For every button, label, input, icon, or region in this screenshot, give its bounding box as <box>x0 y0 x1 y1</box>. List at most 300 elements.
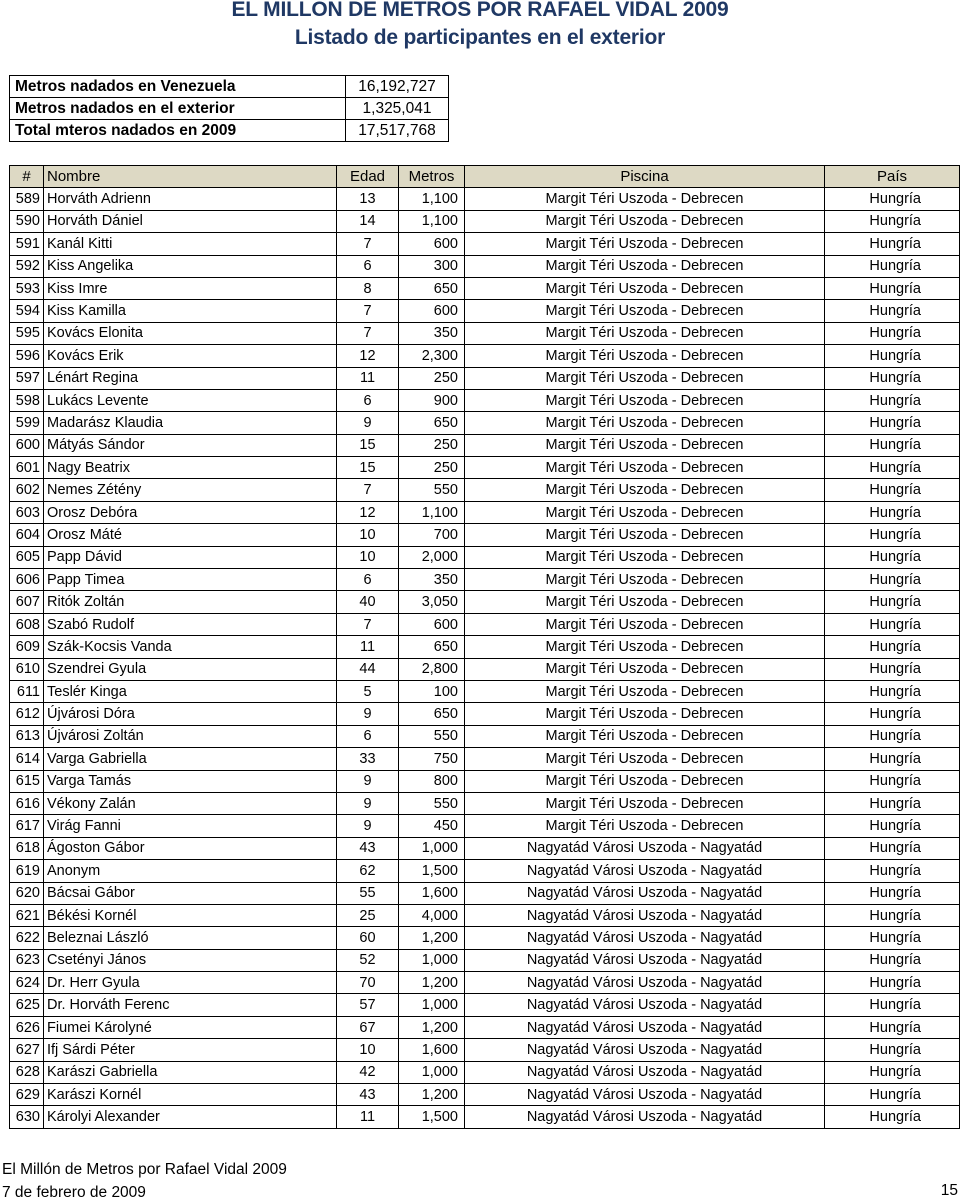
cell-number: 609 <box>10 636 44 658</box>
cell-number: 610 <box>10 658 44 680</box>
cell-number: 623 <box>10 949 44 971</box>
cell-meters: 650 <box>399 412 465 434</box>
cell-age: 15 <box>337 434 399 456</box>
cell-number: 615 <box>10 770 44 792</box>
table-row <box>10 815 960 837</box>
cell-name: Anonym <box>44 860 337 882</box>
table-row <box>10 860 960 882</box>
table-row <box>10 725 960 747</box>
summary-value: 1,325,041 <box>346 98 449 120</box>
cell-number: 590 <box>10 210 44 232</box>
cell-name: Csetényi János <box>44 949 337 971</box>
cell-name: Varga Tamás <box>44 770 337 792</box>
cell-country: Hungría <box>825 770 960 792</box>
cell-age: 43 <box>337 1084 399 1106</box>
cell-age: 33 <box>337 748 399 770</box>
cell-age: 11 <box>337 636 399 658</box>
cell-name: Orosz Máté <box>44 524 337 546</box>
cell-number: 624 <box>10 972 44 994</box>
cell-number: 608 <box>10 613 44 635</box>
cell-name: Dr. Horváth Ferenc <box>44 994 337 1016</box>
table-row <box>10 300 960 322</box>
cell-pool: Margit Téri Uszoda - Debrecen <box>465 569 825 591</box>
cell-number: 620 <box>10 882 44 904</box>
cell-pool: Margit Téri Uszoda - Debrecen <box>465 524 825 546</box>
cell-country: Hungría <box>825 434 960 456</box>
cell-number: 593 <box>10 277 44 299</box>
cell-number: 614 <box>10 748 44 770</box>
summary-value: 16,192,727 <box>346 76 449 98</box>
cell-country: Hungría <box>825 748 960 770</box>
table-row <box>10 367 960 389</box>
cell-pool: Margit Téri Uszoda - Debrecen <box>465 300 825 322</box>
cell-name: Szák-Kocsis Vanda <box>44 636 337 658</box>
cell-name: Fiumei Károlyné <box>44 1016 337 1038</box>
cell-pool: Nagyatád Városi Uszoda - Nagyatád <box>465 972 825 994</box>
cell-country: Hungría <box>825 367 960 389</box>
table-row <box>10 210 960 232</box>
cell-pool: Nagyatád Városi Uszoda - Nagyatád <box>465 1061 825 1083</box>
cell-number: 627 <box>10 1039 44 1061</box>
cell-age: 6 <box>337 255 399 277</box>
cell-country: Hungría <box>825 210 960 232</box>
cell-pool: Margit Téri Uszoda - Debrecen <box>465 277 825 299</box>
cell-meters: 600 <box>399 233 465 255</box>
cell-pool: Margit Téri Uszoda - Debrecen <box>465 188 825 210</box>
cell-meters: 250 <box>399 434 465 456</box>
cell-meters: 3,050 <box>399 591 465 613</box>
cell-meters: 1,100 <box>399 188 465 210</box>
footer-date: 7 de febrero de 2009 <box>2 1184 146 1201</box>
table-row <box>10 770 960 792</box>
cell-meters: 1,000 <box>399 949 465 971</box>
cell-number: 605 <box>10 546 44 568</box>
cell-meters: 350 <box>399 322 465 344</box>
cell-pool: Margit Téri Uszoda - Debrecen <box>465 210 825 232</box>
cell-number: 625 <box>10 994 44 1016</box>
table-row <box>10 994 960 1016</box>
cell-country: Hungría <box>825 949 960 971</box>
cell-number: 611 <box>10 680 44 702</box>
cell-meters: 300 <box>399 255 465 277</box>
cell-name: Teslér Kinga <box>44 680 337 702</box>
cell-name: Papp Timea <box>44 569 337 591</box>
summary-row <box>10 98 449 120</box>
cell-number: 613 <box>10 725 44 747</box>
column-header-number: # <box>10 166 44 188</box>
cell-name: Kiss Angelika <box>44 255 337 277</box>
cell-number: 596 <box>10 345 44 367</box>
footer-event-name: El Millón de Metros por Rafael Vidal 2009 <box>2 1161 287 1178</box>
cell-pool: Nagyatád Városi Uszoda - Nagyatád <box>465 837 825 859</box>
table-row <box>10 1084 960 1106</box>
cell-age: 55 <box>337 882 399 904</box>
cell-country: Hungría <box>825 322 960 344</box>
cell-name: Szabó Rudolf <box>44 613 337 635</box>
cell-number: 621 <box>10 904 44 926</box>
cell-age: 60 <box>337 927 399 949</box>
cell-number: 622 <box>10 927 44 949</box>
cell-country: Hungría <box>825 569 960 591</box>
table-row <box>10 1061 960 1083</box>
cell-age: 7 <box>337 300 399 322</box>
cell-meters: 900 <box>399 389 465 411</box>
cell-pool: Margit Téri Uszoda - Debrecen <box>465 233 825 255</box>
cell-country: Hungría <box>825 1039 960 1061</box>
cell-number: 616 <box>10 792 44 814</box>
cell-meters: 1,100 <box>399 501 465 523</box>
table-row <box>10 972 960 994</box>
cell-name: Kiss Imre <box>44 277 337 299</box>
cell-pool: Margit Téri Uszoda - Debrecen <box>465 457 825 479</box>
cell-meters: 1,000 <box>399 1061 465 1083</box>
cell-country: Hungría <box>825 479 960 501</box>
cell-country: Hungría <box>825 457 960 479</box>
cell-pool: Margit Téri Uszoda - Debrecen <box>465 770 825 792</box>
column-header-meters: Metros <box>399 166 465 188</box>
cell-pool: Margit Téri Uszoda - Debrecen <box>465 546 825 568</box>
table-row <box>10 949 960 971</box>
table-row <box>10 703 960 725</box>
cell-age: 11 <box>337 1106 399 1128</box>
cell-meters: 650 <box>399 277 465 299</box>
cell-number: 619 <box>10 860 44 882</box>
summary-value: 17,517,768 <box>346 120 449 142</box>
cell-name: Horváth Adrienn <box>44 188 337 210</box>
cell-number: 598 <box>10 389 44 411</box>
cell-country: Hungría <box>825 524 960 546</box>
table-row <box>10 680 960 702</box>
cell-name: Madarász Klaudia <box>44 412 337 434</box>
cell-age: 6 <box>337 725 399 747</box>
cell-name: Szendrei Gyula <box>44 658 337 680</box>
cell-age: 12 <box>337 345 399 367</box>
cell-pool: Margit Téri Uszoda - Debrecen <box>465 748 825 770</box>
cell-country: Hungría <box>825 1061 960 1083</box>
cell-number: 607 <box>10 591 44 613</box>
cell-meters: 650 <box>399 636 465 658</box>
cell-country: Hungría <box>825 904 960 926</box>
table-row <box>10 1039 960 1061</box>
cell-age: 5 <box>337 680 399 702</box>
table-row <box>10 613 960 635</box>
table-header-row <box>10 166 960 188</box>
cell-country: Hungría <box>825 815 960 837</box>
cell-country: Hungría <box>825 927 960 949</box>
cell-country: Hungría <box>825 1084 960 1106</box>
cell-name: Mátyás Sándor <box>44 434 337 456</box>
cell-meters: 1,000 <box>399 994 465 1016</box>
cell-country: Hungría <box>825 1016 960 1038</box>
cell-age: 7 <box>337 322 399 344</box>
table-row <box>10 904 960 926</box>
cell-country: Hungría <box>825 546 960 568</box>
cell-pool: Margit Téri Uszoda - Debrecen <box>465 479 825 501</box>
cell-age: 42 <box>337 1061 399 1083</box>
cell-meters: 1,200 <box>399 1016 465 1038</box>
cell-age: 52 <box>337 949 399 971</box>
cell-age: 43 <box>337 837 399 859</box>
cell-number: 599 <box>10 412 44 434</box>
cell-pool: Margit Téri Uszoda - Debrecen <box>465 613 825 635</box>
table-row <box>10 345 960 367</box>
table-row <box>10 1016 960 1038</box>
cell-country: Hungría <box>825 792 960 814</box>
cell-meters: 550 <box>399 725 465 747</box>
cell-number: 630 <box>10 1106 44 1128</box>
cell-number: 604 <box>10 524 44 546</box>
cell-name: Újvárosi Dóra <box>44 703 337 725</box>
page-subtitle: Listado de participantes en el exterior <box>294 26 666 49</box>
table-row <box>10 188 960 210</box>
cell-number: 594 <box>10 300 44 322</box>
table-row <box>10 322 960 344</box>
cell-name: Lénárt Regina <box>44 367 337 389</box>
cell-name: Dr. Herr Gyula <box>44 972 337 994</box>
cell-age: 9 <box>337 770 399 792</box>
cell-meters: 650 <box>399 703 465 725</box>
cell-name: Karászi Gabriella <box>44 1061 337 1083</box>
table-row <box>10 882 960 904</box>
cell-country: Hungría <box>825 389 960 411</box>
cell-country: Hungría <box>825 233 960 255</box>
table-row <box>10 748 960 770</box>
cell-name: Kovács Elonita <box>44 322 337 344</box>
cell-pool: Margit Téri Uszoda - Debrecen <box>465 815 825 837</box>
cell-number: 601 <box>10 457 44 479</box>
cell-age: 7 <box>337 233 399 255</box>
cell-pool: Margit Téri Uszoda - Debrecen <box>465 703 825 725</box>
cell-name: Beleznai László <box>44 927 337 949</box>
cell-name: Ágoston Gábor <box>44 837 337 859</box>
cell-name: Kovács Erik <box>44 345 337 367</box>
summary-table <box>9 75 449 142</box>
cell-number: 603 <box>10 501 44 523</box>
cell-number: 600 <box>10 434 44 456</box>
cell-age: 7 <box>337 479 399 501</box>
cell-age: 10 <box>337 546 399 568</box>
cell-pool: Margit Téri Uszoda - Debrecen <box>465 255 825 277</box>
cell-meters: 2,800 <box>399 658 465 680</box>
cell-pool: Margit Téri Uszoda - Debrecen <box>465 389 825 411</box>
cell-age: 12 <box>337 501 399 523</box>
cell-number: 597 <box>10 367 44 389</box>
cell-pool: Nagyatád Városi Uszoda - Nagyatád <box>465 1016 825 1038</box>
cell-age: 25 <box>337 904 399 926</box>
cell-number: 626 <box>10 1016 44 1038</box>
cell-number: 606 <box>10 569 44 591</box>
cell-number: 618 <box>10 837 44 859</box>
cell-number: 591 <box>10 233 44 255</box>
cell-pool: Nagyatád Városi Uszoda - Nagyatád <box>465 927 825 949</box>
cell-age: 13 <box>337 188 399 210</box>
cell-pool: Nagyatád Városi Uszoda - Nagyatád <box>465 1084 825 1106</box>
cell-pool: Nagyatád Városi Uszoda - Nagyatád <box>465 949 825 971</box>
cell-meters: 1,600 <box>399 1039 465 1061</box>
cell-age: 10 <box>337 524 399 546</box>
cell-country: Hungría <box>825 972 960 994</box>
cell-age: 6 <box>337 389 399 411</box>
cell-meters: 450 <box>399 815 465 837</box>
cell-pool: Margit Téri Uszoda - Debrecen <box>465 725 825 747</box>
table-row <box>10 636 960 658</box>
table-row <box>10 927 960 949</box>
cell-name: Varga Gabriella <box>44 748 337 770</box>
table-row <box>10 569 960 591</box>
table-row <box>10 255 960 277</box>
cell-country: Hungría <box>825 882 960 904</box>
cell-country: Hungría <box>825 703 960 725</box>
cell-age: 14 <box>337 210 399 232</box>
cell-age: 7 <box>337 613 399 635</box>
cell-age: 15 <box>337 457 399 479</box>
cell-pool: Nagyatád Városi Uszoda - Nagyatád <box>465 904 825 926</box>
table-row <box>10 479 960 501</box>
cell-name: Lukács Levente <box>44 389 337 411</box>
cell-pool: Margit Téri Uszoda - Debrecen <box>465 345 825 367</box>
table-row <box>10 1106 960 1128</box>
table-row <box>10 524 960 546</box>
cell-name: Újvárosi Zoltán <box>44 725 337 747</box>
summary-row <box>10 76 449 98</box>
page-title: EL MILLON DE METROS POR RAFAEL VIDAL 2009 <box>231 0 729 21</box>
cell-age: 8 <box>337 277 399 299</box>
cell-name: Kanál Kitti <box>44 233 337 255</box>
cell-country: Hungría <box>825 188 960 210</box>
cell-country: Hungría <box>825 412 960 434</box>
summary-label: Metros nadados en el exterior <box>10 98 346 120</box>
cell-age: 62 <box>337 860 399 882</box>
cell-meters: 250 <box>399 367 465 389</box>
cell-name: Horváth Dániel <box>44 210 337 232</box>
cell-name: Vékony Zalán <box>44 792 337 814</box>
cell-pool: Margit Téri Uszoda - Debrecen <box>465 591 825 613</box>
page-number: 15 <box>940 1182 958 1199</box>
cell-country: Hungría <box>825 591 960 613</box>
cell-country: Hungría <box>825 837 960 859</box>
cell-meters: 100 <box>399 680 465 702</box>
cell-age: 9 <box>337 412 399 434</box>
table-row <box>10 457 960 479</box>
cell-age: 40 <box>337 591 399 613</box>
cell-meters: 2,300 <box>399 345 465 367</box>
table-row <box>10 389 960 411</box>
cell-number: 592 <box>10 255 44 277</box>
cell-pool: Nagyatád Városi Uszoda - Nagyatád <box>465 1039 825 1061</box>
cell-pool: Margit Téri Uszoda - Debrecen <box>465 322 825 344</box>
cell-meters: 1,600 <box>399 882 465 904</box>
table-row <box>10 591 960 613</box>
cell-meters: 250 <box>399 457 465 479</box>
cell-meters: 800 <box>399 770 465 792</box>
table-row <box>10 277 960 299</box>
cell-pool: Margit Téri Uszoda - Debrecen <box>465 367 825 389</box>
cell-number: 595 <box>10 322 44 344</box>
cell-country: Hungría <box>825 725 960 747</box>
table-row <box>10 412 960 434</box>
cell-age: 67 <box>337 1016 399 1038</box>
cell-number: 629 <box>10 1084 44 1106</box>
cell-meters: 600 <box>399 613 465 635</box>
cell-age: 9 <box>337 815 399 837</box>
cell-name: Békési Kornél <box>44 904 337 926</box>
column-header-age: Edad <box>337 166 399 188</box>
cell-country: Hungría <box>825 501 960 523</box>
column-header-name: Nombre <box>44 166 337 188</box>
cell-name: Karászi Kornél <box>44 1084 337 1106</box>
cell-age: 9 <box>337 792 399 814</box>
cell-age: 70 <box>337 972 399 994</box>
participants-table <box>9 165 960 1129</box>
cell-age: 57 <box>337 994 399 1016</box>
cell-age: 9 <box>337 703 399 725</box>
cell-number: 628 <box>10 1061 44 1083</box>
table-row <box>10 658 960 680</box>
cell-country: Hungría <box>825 680 960 702</box>
table-row <box>10 792 960 814</box>
table-row <box>10 434 960 456</box>
column-header-pool: Piscina <box>465 166 825 188</box>
cell-name: Nagy Beatrix <box>44 457 337 479</box>
cell-name: Ritók Zoltán <box>44 591 337 613</box>
cell-country: Hungría <box>825 300 960 322</box>
cell-number: 612 <box>10 703 44 725</box>
cell-pool: Margit Téri Uszoda - Debrecen <box>465 658 825 680</box>
cell-meters: 700 <box>399 524 465 546</box>
cell-meters: 4,000 <box>399 904 465 926</box>
summary-label: Metros nadados en Venezuela <box>10 76 346 98</box>
cell-country: Hungría <box>825 1106 960 1128</box>
cell-meters: 1,200 <box>399 972 465 994</box>
cell-country: Hungría <box>825 636 960 658</box>
cell-meters: 1,200 <box>399 1084 465 1106</box>
cell-name: Bácsai Gábor <box>44 882 337 904</box>
cell-meters: 1,500 <box>399 860 465 882</box>
cell-country: Hungría <box>825 277 960 299</box>
cell-pool: Margit Téri Uszoda - Debrecen <box>465 412 825 434</box>
cell-country: Hungría <box>825 345 960 367</box>
cell-pool: Nagyatád Városi Uszoda - Nagyatád <box>465 1106 825 1128</box>
cell-country: Hungría <box>825 613 960 635</box>
cell-pool: Margit Téri Uszoda - Debrecen <box>465 434 825 456</box>
summary-row <box>10 120 449 142</box>
cell-meters: 1,200 <box>399 927 465 949</box>
column-header-country: País <box>825 166 960 188</box>
cell-pool: Nagyatád Városi Uszoda - Nagyatád <box>465 860 825 882</box>
cell-meters: 550 <box>399 792 465 814</box>
cell-age: 11 <box>337 367 399 389</box>
table-row <box>10 233 960 255</box>
summary-label: Total mteros nadados en 2009 <box>10 120 346 142</box>
cell-meters: 2,000 <box>399 546 465 568</box>
cell-age: 10 <box>337 1039 399 1061</box>
cell-meters: 750 <box>399 748 465 770</box>
cell-name: Ifj Sárdi Péter <box>44 1039 337 1061</box>
cell-country: Hungría <box>825 658 960 680</box>
cell-name: Kiss Kamilla <box>44 300 337 322</box>
cell-number: 602 <box>10 479 44 501</box>
cell-meters: 550 <box>399 479 465 501</box>
cell-pool: Nagyatád Városi Uszoda - Nagyatád <box>465 994 825 1016</box>
cell-name: Károlyi Alexander <box>44 1106 337 1128</box>
cell-number: 617 <box>10 815 44 837</box>
cell-meters: 1,100 <box>399 210 465 232</box>
cell-meters: 350 <box>399 569 465 591</box>
table-row <box>10 546 960 568</box>
table-row <box>10 501 960 523</box>
cell-name: Nemes Zétény <box>44 479 337 501</box>
cell-country: Hungría <box>825 860 960 882</box>
